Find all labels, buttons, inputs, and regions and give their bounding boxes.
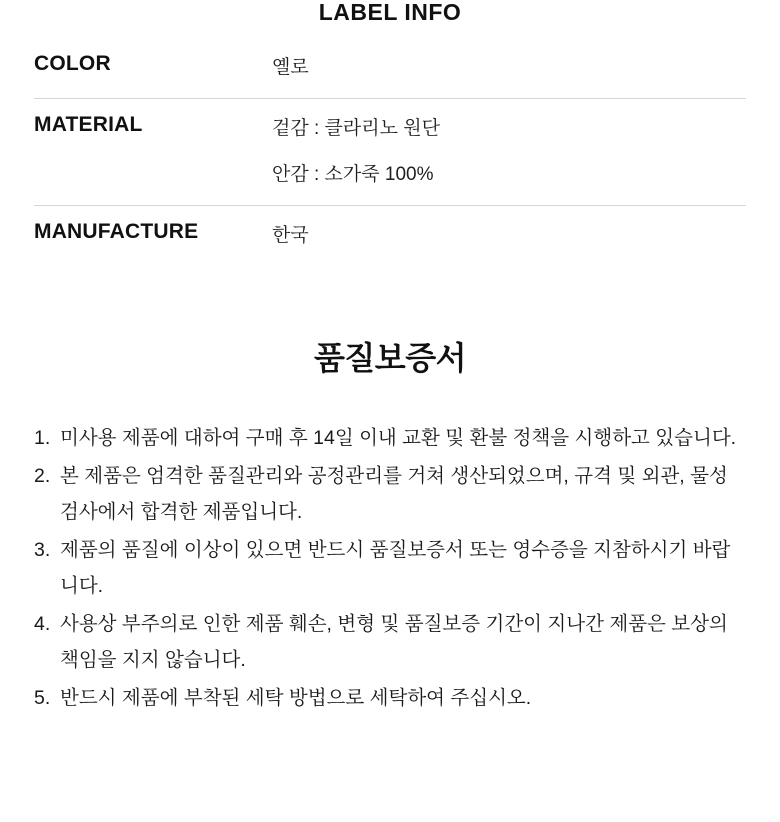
list-item-number: 5. — [34, 687, 51, 709]
warranty-title: 품질보증서 — [313, 340, 467, 376]
list-item — [34, 420, 746, 456]
list-item-number: 4. — [34, 613, 51, 635]
label-info-header-material: MATERIAL — [34, 113, 143, 136]
list-item-text: 반드시 제품에 부착된 세탁 방법으로 세탁하여 주십시오. — [60, 687, 532, 709]
list-item — [34, 680, 746, 716]
list-item-text: 제품의 품질에 이상이 있으면 반드시 품질보증서 또는 영수증을 지참하시기 바랍니다. — [60, 539, 731, 597]
label-info-value-line: 한국 — [272, 225, 309, 246]
label-info-value-color — [272, 38, 746, 99]
label-info-value-material — [272, 99, 746, 206]
label-info-header-color: COLOR — [34, 52, 111, 75]
list-item-number: 1. — [34, 427, 51, 449]
label-info-value-manufacture — [272, 206, 746, 267]
list-item-text: 사용상 부주의로 인한 제품 훼손, 변형 및 품질보증 기간이 지나간 제품은 보상의 책임을 지지 않습니다. — [60, 613, 728, 671]
label-info-value-line: 안감 : 소가죽 100% — [272, 164, 434, 185]
label-info-table — [34, 38, 746, 266]
label-info-header-manufacture: MANUFACTURE — [34, 220, 199, 243]
warranty-list — [34, 420, 746, 716]
list-item — [34, 532, 746, 604]
label-info-value-line: 옐로 — [272, 57, 309, 78]
table-row — [34, 206, 746, 267]
list-item-number: 3. — [34, 539, 51, 561]
list-item-text: 본 제품은 엄격한 품질관리와 공정관리를 거쳐 생산되었으며, 규격 및 외관, 물성검사에서 합격한 제품입니다. — [60, 465, 728, 523]
table-row — [34, 38, 746, 99]
label-info-value-line: 겉감 : 클라리노 원단 — [272, 118, 440, 139]
list-item — [34, 458, 746, 530]
label-info-title: LABEL INFO — [318, 0, 462, 25]
table-row — [34, 99, 746, 206]
list-item-text: 미사용 제품에 대하여 구매 후 14일 이내 교환 및 환불 정책을 시행하고 있습니다. — [60, 427, 737, 449]
list-item-number: 2. — [34, 465, 51, 487]
list-item — [34, 606, 746, 678]
